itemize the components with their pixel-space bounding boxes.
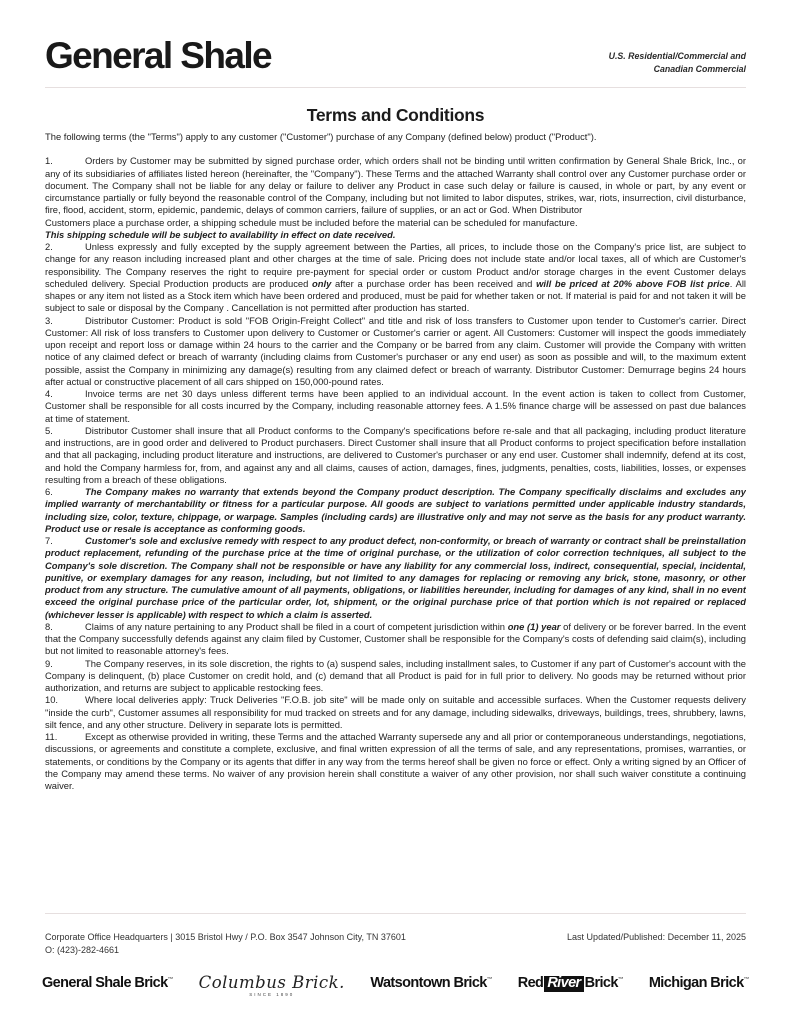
last-updated: Last Updated/Published: December 11, 2025 [567,932,746,942]
brand-michigan-brick [649,975,749,991]
brand-name: Michigan Brick [648,975,744,991]
brand-name: General Shale Brick [42,975,168,991]
brand-name-part: Brick [584,975,618,991]
paragraph-text-segment: Invoice terms are net 30 days unless different terms have been applied to an individual account. In the event action is taken to collect from Customer, Customer shall be responsible for all costs incurred by the Company, including reasonable attorney fees. A 1.5% finance charge will be assessed on past due balances at time of statement. [45,388,746,424]
trademark-symbol: ™ [617,977,624,984]
footer-info [45,931,746,957]
paragraph-text-segment: of delivery or be forever barred. In the event that the Company successfully defends against any claim filed by Customer, Customer shall be responsible for the Company's costs of defending said claim(s), including but not limited to reasonable attorney's fees. [45,620,746,657]
terms-paragraph-5 [45,425,746,486]
paragraph-text-segment: will be priced at 20% above FOB list price [536,277,730,289]
paragraph-text-segment: after a purchase order has been received and [331,277,537,289]
paragraph-list [45,155,746,792]
region-line-1: U.S. Residential/Commercial and [608,51,746,61]
company-logo: General Shale [45,35,271,76]
paragraph-text-segment: . All shapes or any item not listed as a Stock item which have been ordered and produced, must be paid for whether taken or not. If material is paid for and not taken it will be subject to sale or disposal by the Company . Cancellation is not permitted after production has started. [45,277,746,314]
document-header [45,36,746,76]
paragraph-number: 6. [45,486,53,497]
brand-name: Watsontown Brick [370,975,487,991]
paragraph-text-segment: Customer's sole and exclusive remedy with respect to any product defect, non-conformity, or breach of warranty or contract shall be preinstallation product replacement, refunding of the purchase price at the time of original purchase, or the utilization of color correction techniques, all subject to the Company's sole discretion. The Company shall not be responsible or have any liability for any commercial loss, indirect, consequential, special, incidental, punitive, or exemplary damages for any reason, including, but not limited to any damages for replacing or removing any brick, stone, masonry, or other product from any structure. The cumulative amount of all payments, obligations, or liabilities hereunder, including for damages of any kind, shall in no event exceed the original purchase price of the particular order, lot, shipment, or the original purchase price of that portion which is not repaired or replaced (whichever lesser is applicable) with respect to which a claim is asserted. [45,535,746,620]
trademark-symbol: ™ [743,977,749,984]
terms-paragraph-6 [45,486,746,535]
intro-paragraph: The following terms (the "Terms") apply to any customer ("Customer") purchase of any Company (defined below) product ("Product"). [45,131,597,142]
terms-paragraph-10 [45,694,746,731]
paragraph-number: 9. [45,657,53,669]
brand-general-shale-brick [42,975,173,991]
paragraph-number: 1. [45,155,53,167]
brand-tagline: SINCE 1890 [249,992,295,997]
paragraph-text-segment: Unless expressly and fully excepted by the supply agreement between the Parties, all prices, to include those on the Company's price list, are subject to change for any reason including increased plant and other charges at the time of sale. Pricing does not include state and/or local taxes, all of which are Customer's responsibility. The Company reserves the right to require pre-payment for special order or custom Product and/or storage charges in the event Customer delays scheduled delivery. Special Production products are produced [45,241,746,289]
brand-logo-row [42,975,749,997]
paragraph-number: 5. [45,424,53,436]
paragraph-text-segment: The Company reserves, in its sole discretion, the rights to (a) suspend sales, including installment sales, to Customer if any part of Customer's account with the Company is delinquent, (b) place Customer on credit hold, and (c) demand that all Product is paid for in full prior to delivery. No goods may be returned without prior authorization, and returns are subject to applicable restocking fees. [45,657,746,693]
paragraph-text-segment: only [312,277,332,289]
brand-watsontown-brick [370,975,492,991]
terms-paragraph-9 [45,658,746,695]
terms-paragraph-3 [45,315,746,389]
page-title: Terms and Conditions [306,105,485,125]
contact-block [45,931,406,957]
paragraph-number: 4. [45,388,53,399]
header-divider [45,87,746,88]
paragraph-number: 2. [45,241,53,252]
paragraph-text-segment: Distributor Customer shall insure that all Product conforms to the Company's specifications before re-sale and that all packaging, including product literature and instructions, are in good order and delivered to Product purchasers. Direct Customer shall insure that all Product conforms to project specification before installation and that all packaging, including product literature and instructions, are delivered to Customer's purchaser or any end user. Customer shall indemnify, defend at its cost, and hold the Company harmless for, from, and against any and all claims, causes of action, damages, fines, judgments, penalties, costs, liabilities, losses, or expenses resulting from a breach of these obligations. [45,424,746,485]
paragraph-text-segment: Except as otherwise provided in writing, these Terms and the attached Warranty supersede any and all prior or contemporaneous understandings, negotiations, discussions, or agreements and constitute a complete, exclusive, and final written expression of all the terms of sale, and any representations, promises, warranties, or statements, or conditions by the Company or its agents that differ in any way from the terms hereof shall be given no force or effect. Only a writing signed by an Officer of the Company may amend these terms. No waiver of any provision herein shall constitute a waiver of any other provision, nor shall such waiver constitute a continuing waiver. [45,731,746,791]
paragraph-number: 8. [45,620,53,632]
paragraph-number: 3. [45,314,53,326]
paragraph-text-segment: Distributor Customer: Product is sold "FOB Origin-Freight Collect" and title and risk of loss transfers to Customer upon tender to Customer's carrier. Direct Customer: All risk of loss transfers to Customer upon delivery to Customer or Customer's carrier or agent. All Customers: Customer will inspect the goods immediately upon receipt and report loss or damage within 24 hours to the carrier and the Company or be barred from any claim. Customer will provide the Company with written notice of any claimed defect or breach of warranty (including claims from Customer's purchaser or any end user) as soon as possible and will, to the maximum extent possible, assist the Company in minimizing any damage(s) resulting from any claimed defect or breach of warranty. Distributor Customer: Demurrage begins 24 hours after actual or constructive placement of all cars shipped on 150,000-pound rates. [45,314,746,387]
terms-paragraph-4 [45,388,746,425]
trademark-symbol: ™ [167,977,174,984]
office-phone: O: (423)-282-4661 [45,945,120,955]
brand-name-part: Red [517,975,544,991]
office-address: Corporate Office Headquarters | 3015 Bristol Hwy / P.O. Box 3547 Johnson City, TN 37601 [45,932,406,942]
brand-name: Columbus Brick. [198,973,345,992]
trademark-symbol: ™ [486,977,493,984]
terms-paragraph-11 [45,731,746,792]
paragraph-text-segment: The Company makes no warranty that extends beyond the Company product description. The Company specifically disclaims and excludes any implied warranty of merchantability or fitness for a particular purpose. All goods are subject to variations permitted under applicable industry standards, including size, color, texture, chippage, or warpage. Samples (including cards) are illustrative only and may not serve as the basis for any product warranty. Product use or resale is acceptance as conforming goods. [45,486,746,534]
paragraph-text-segment: Claims of any nature pertaining to any Product shall be filed in a court of competent jurisdiction within [85,620,508,632]
terms-paragraph-1 [45,155,746,241]
paragraph-text-segment: one (1) year [507,620,561,632]
terms-paragraph-8 [45,621,746,658]
paragraph-text-segment: Where local deliveries apply: Truck Deliveries "F.O.B. job site" will be made only on suitable and accessible surfaces. When the Customer requests delivery "inside the curb", Customer assumes all responsibility for mud tracked on streets and for any damage, including sidewalks, driveways, buildings, trees, shrubbery, lawns, silt fence, and any other structure. Delivery in separate lots is permitted. [45,694,746,730]
brand-red-river-brick [518,975,624,992]
paragraph-number: 11. [45,731,58,742]
footer-divider [45,913,746,914]
paragraph-number: 10. [45,694,59,706]
inverse-logo-box: River [544,976,583,992]
terms-paragraph-2 [45,241,746,315]
paragraph-text-segment: This shipping schedule will be subject to availability in effect on date received. [45,228,396,240]
region-line-2: Canadian Commercial [653,64,746,74]
terms-paragraph-7 [45,535,746,621]
region-designation [609,36,746,76]
paragraph-text-segment: Customers place a purchase order, a shipping schedule must be included before the material can be scheduled for manufacture. [45,216,578,228]
paragraph-number: 7. [45,535,53,546]
brand-columbus-brick [199,975,345,997]
paragraph-text-segment: Orders by Customer may be submitted by signed purchase order, which orders shall not be binding until written confirmation by General Shale Brick, Inc., or any of its subsidiaries of affiliates listed hereon (hereinafter, the "Company"). These Terms and the attached Warranty shall control over any Customer purchase order or document. The Company shall not be liable for any delay or failure to deliver any Product in case such delay or failure is caused, in whole or part, by any event or circumstance partially or fully beyond the reasonable control of the Company, including but not limited to labor disputes, strikes, war, riots, insurrection, civil disturbance, fire, flood, accident, storm, epidemic, pandemic, delays of common carriers, failure of supplies, or an act or God. When Distributor [45,155,746,216]
